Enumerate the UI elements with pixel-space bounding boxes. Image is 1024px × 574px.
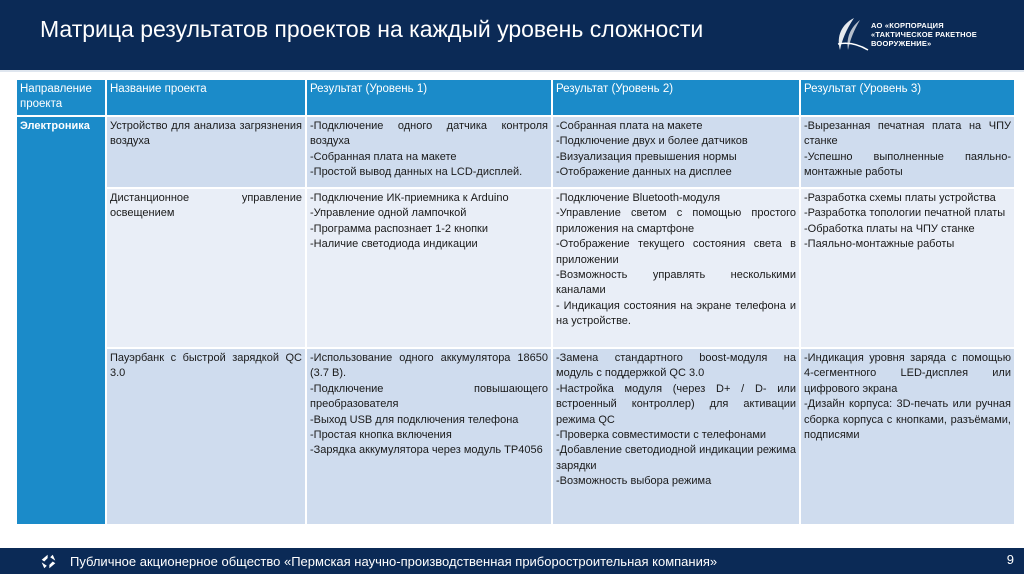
result-item: -Подключение одного датчика контроля воздуха xyxy=(310,120,548,148)
project-name-cell: Устройство для анализа загрязнения воздуха xyxy=(106,116,306,188)
result-item: -Обработка платы на ЧПУ станке xyxy=(804,222,975,235)
result-l1-cell xyxy=(306,188,552,348)
result-l3-cell xyxy=(800,116,1015,188)
result-item: -Вырезанная печатная плата на ЧПУ станке xyxy=(804,120,1011,148)
column-header: Направление проекта xyxy=(16,79,106,116)
result-item: -Собранная плата на макете xyxy=(310,150,457,163)
column-header: Название проекта xyxy=(106,79,306,116)
result-item: -Разработка топологии печатной платы xyxy=(804,207,1006,220)
column-header: Результат (Уровень 1) xyxy=(306,79,552,116)
direction-cell: Электроника xyxy=(16,116,106,525)
project-name-cell: Дистанционное управление освещением xyxy=(106,188,306,348)
result-l1-cell xyxy=(306,348,552,525)
result-l2-cell xyxy=(552,348,800,525)
result-item: -Проверка совместимости с телефонами xyxy=(556,429,767,442)
result-item: -Управление светом с помощью простого приложения на смартфоне xyxy=(556,207,796,235)
result-item: -Отображение текущего состояния света в приложении xyxy=(556,238,796,266)
results-matrix-table xyxy=(15,78,1016,526)
result-item: -Подключение ИК-приемника к Arduino xyxy=(310,192,509,204)
project-name-cell: Пауэрбанк с быстрой зарядкой QC 3.0 xyxy=(106,348,306,525)
column-header: Результат (Уровень 2) xyxy=(552,79,800,116)
result-l3-cell xyxy=(800,188,1015,348)
result-item: -Визуализация превышения нормы xyxy=(556,150,737,163)
result-item: -Возможность выбора режима xyxy=(556,475,712,488)
result-item: -Индикация уровня заряда с помощью 4-сегментного LED-дисплея или цифрового экрана xyxy=(804,352,1011,395)
result-item: -Зарядка аккумулятора через модуль TP4056 xyxy=(310,444,543,457)
result-item: -Возможность управлять несколькими каналами xyxy=(556,269,796,297)
result-item: -Настройка модуля (через D+ / D- или встроенный контроллер) для активации режима QC xyxy=(556,382,796,426)
result-item: -Программа распознает 1-2 кнопки xyxy=(310,222,488,235)
table-row xyxy=(16,348,1015,525)
result-item: -Управление одной лампочкой xyxy=(310,207,467,220)
page-number: 9 xyxy=(1006,552,1014,567)
company-logo-icon xyxy=(40,553,57,570)
result-item: -Наличие светодиода индикации xyxy=(310,238,478,251)
result-item: -Добавление светодиодной индикации режима зарядки xyxy=(556,444,796,472)
result-item: -Паяльно-монтажные работы xyxy=(804,238,955,251)
result-item: -Простой вывод данных на LCD-дисплей. xyxy=(310,166,523,179)
result-item: -Простая кнопка включения xyxy=(310,429,452,442)
result-item: -Дизайн корпуса: 3D-печать или ручная сборка корпуса с кнопками, разъёмами, подписями xyxy=(804,398,1011,442)
column-header: Результат (Уровень 3) xyxy=(800,79,1015,116)
result-item: -Замена стандартного boost-модуля на модуль с поддержкой QC 3.0 xyxy=(556,352,796,380)
table-row xyxy=(16,116,1015,188)
result-item: -Выход USB для подключения телефона xyxy=(310,413,519,426)
logo-line: «ТАКТИЧЕСКОЕ РАКЕТНОЕ xyxy=(871,30,977,39)
divider xyxy=(0,70,1024,72)
footer-company-name: Публичное акционерное общество «Пермская научно-производственная приборостроительная компания» xyxy=(70,554,718,569)
result-l3-cell xyxy=(800,348,1015,525)
table-header-row xyxy=(16,79,1015,116)
result-item: -Подключение двух и более датчиков xyxy=(556,135,748,148)
result-l2-cell xyxy=(552,188,800,348)
table-row xyxy=(16,188,1015,348)
slide-title: Матрица результатов проектов на каждый уровень сложности xyxy=(40,16,704,42)
result-l1-cell xyxy=(306,116,552,188)
result-item: -Разработка схемы платы устройства xyxy=(804,192,996,204)
logo-text xyxy=(871,21,977,48)
logo-line: АО «КОРПОРАЦИЯ xyxy=(871,21,944,30)
footer-bar xyxy=(0,548,1024,574)
logo-line: ВООРУЖЕНИЕ» xyxy=(871,39,932,48)
result-item: -Использование одного аккумулятора 18650 (3.7 В). xyxy=(310,352,548,380)
result-item: -Собранная плата на макете xyxy=(556,120,703,132)
result-item: -Подключение повышающего преобразователя xyxy=(310,382,548,411)
result-item: -Отображение данных на дисплее xyxy=(556,166,732,179)
result-item: -Подключение Bluetooth-модуля xyxy=(556,192,721,204)
result-l2-cell xyxy=(552,116,800,188)
title-bar xyxy=(0,0,1024,70)
result-item: -Успешно выполненные паяльно-монтажные работы xyxy=(804,150,1011,179)
result-item: - Индикация состояния на экране телефона и на устройстве. xyxy=(556,299,796,328)
corporation-logo-icon xyxy=(832,14,872,54)
